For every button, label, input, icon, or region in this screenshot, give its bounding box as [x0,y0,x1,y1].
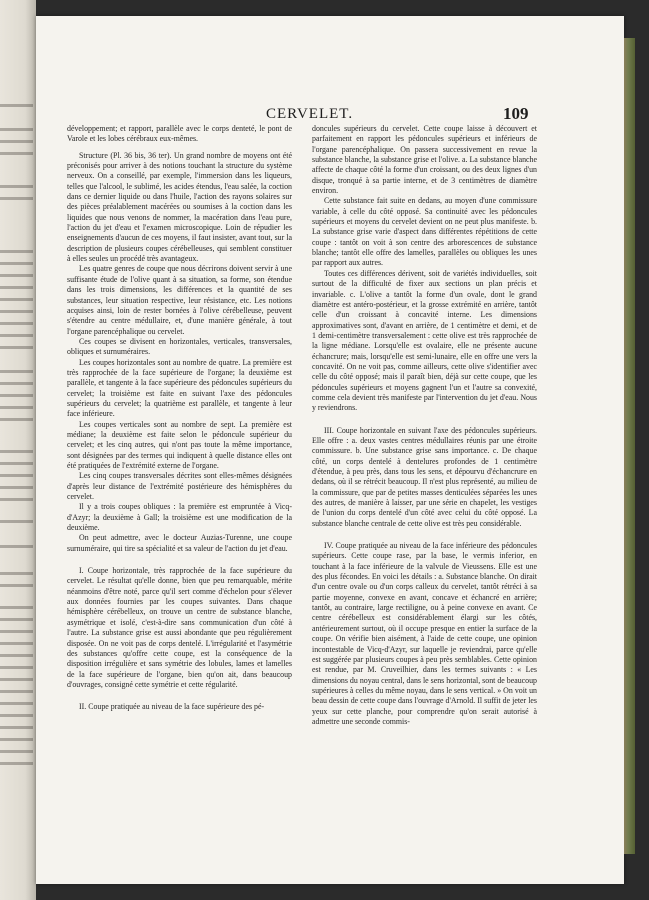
paragraph: Les coupes verticales sont au nombre de sept. La première est médiane; la deuxième est faite selon le pédoncule supérieur du cervelet; et les cinq autres, qui n'ont pas toute la même importance, sont désignées par des termes qui indiquent à quelle distance elles ont été pratiquées de l'extrémité externe de l'organe. [67,419,292,470]
paragraph: On peut admettre, avec le docteur Auzias-Turenne, une coupe surnuméraire, qui tire sa spécialité et sa valeur de l'action du jet d'eau. [67,533,292,553]
page-number: 109 [503,104,529,123]
right-text-column [312,124,537,727]
previous-page-edge [0,0,36,900]
paragraph: Les cinq coupes transversales décrites sont elles-mêmes désignées d'après leur distance de l'extrémité postérieure des hémisphères du cervelet. [67,471,292,502]
paragraph: Il y a trois coupes obliques : la première est empruntée à Vicq-d'Azyr; la deuxième à Gall; la troisième est une modification de la deuxième. [67,502,292,533]
paragraph: III. Coupe horizontale en suivant l'axe des pédoncules supérieurs. Elle offre : a. deux vastes centres médullaires réunis par une étroite commissure. b. Une substance grise sans importance. c. De chaque côté, un corps dentelé à dentelures profondes de 1 centimètre d'étendue, à peu près, dans tous les sens, et dépourvu d'échancrure en dedans, où il se rétrécit beaucoup. Il n'est plus représenté, au milieu de la commissure, que par de petites masses denticulées séparées les unes des autres, de manière à laisser, par une série en chapelet, les vestiges de l'union du corps dentelé d'un côté avec celui du côté opposé. La substance blanche centrale de cette olive est très peu considérable. [312,425,537,528]
left-text-column [67,124,292,713]
paragraph: Les quatre genres de coupe que nous décrirons doivent servir à une suffisante étude de l'olive quant à sa situation, sa forme, son étendue dans les trois dimensions, les différences et la quantité de ses substances, leur situation respective, leur résistance, etc. Les notions acquises ainsi, loin de rester bornées à l'olive cérébelleuse, peuvent s'étendre au centre médullaire, et, d'une manière générale, à tout l'organe parencéphalique ou cervelet. [67,264,292,336]
paragraph: Structure (Pl. 36 bis, 36 ter). Un grand nombre de moyens ont été préconisés pour arriver à des notions touchant la structure du système nerveux. On a conseillé, par exemple, l'immersion dans les liqueurs, telles que l'alcool, le sublimé, les acides étendus, l'eau salée, la coction dans ce dernier liquide ou dans l'huile, l'action des rayons solaires sur des pièces préalablement macérées ou soumises à la coction dans les liquides que nous venons de nommer, la macération dans l'eau pure, l'action du jet d'eau et l'examen microscopique. Loin de répudier les enseignements d'aucun de ces moyens, il faut insister, avant tout, sur la description de plusieurs coupes cérébelleuses, qui semblent constituer à elles seules un procédé très avantageux. [67,150,292,264]
paragraph: Toutes ces différences dérivent, soit de variétés individuelles, soit surtout de la difficulté de fixer aux sections un plan précis et invariable. c. L'olive a tantôt la forme d'un ovale, dont le grand diamètre est antéro-postérieur, et la grosse extrémité en arrière, tantôt celle d'un croissant à concavité interne. Les dimensions approximatives sont, d'avant en arrière, de 1 centimètre et demi, et de 1 demi-centimètre transversalement : cette olive est très rapprochée de la ligne médiane. Lorsqu'elle est ovalaire, elle ne présente aucune échancrure; mais, lorsqu'elle est semi-lunaire, elle en offre une vers la concavité. On ne voit pas, comme ailleurs, cette olive s'identifier avec celle du côté opposé; mais il paraît bien, déjà sur cette coupe, que les pédoncules supérieurs et moyens gagnent l'un et l'autre sa convexité, comme cela devient très manifeste par l'intervention du jet d'eau. Nous y reviendrons. [312,268,537,413]
paragraph: doncules supérieurs du cervelet. Cette coupe laisse à découvert et parfaitement en rapport les pédoncules supérieurs et inférieurs de l'organe parencéphalique. On passera successivement en revue la substance blanche, la substance grise et l'olive. a. La substance blanche affecte de chaque côté la forme d'un croissant, ou des deux lignes d'un disque, tronqué à sa partie interne, et de 3 centimètres de diamètre environ. [312,124,537,196]
paragraph: I. Coupe horizontale, très rapprochée de la face supérieure du cervelet. Le résultat qu'elle donne, bien que peu remarquable, mérite néanmoins d'être noté, parce qu'il sert comme d'échelon pour s'élever aux données fournies par les coupes suivantes. Dans chaque hémisphère cérébelleux, on trouve un centre de substance blanche, asymétrique et isolé, c'est-à-dire sans communication d'un côté à l'autre. La substance grise est aussi abondante que peu régulièrement disposée. On ne voit pas de corps dentelé. L'irrégularité et l'asymétrie des substances qu'offre cette coupe, est la conséquence de la disposition irrégulière et sans symétrie des lobules, lames et lamelles de la face supérieure de l'organe, bien qu'on ait, dans beaucoup d'ouvrages, consigné cette symétrie et cette régularité. [67,566,292,689]
paragraph: Les coupes horizontales sont au nombre de quatre. La première est très rapprochée de la face supérieure de l'organe; la deuxième est parallèle, et tangente à la face supérieure des pédoncules supérieurs du cervelet; la troisième est faite en suivant l'axe des pédoncules supérieurs du cervelet; la quatrième est parallèle, et tangente à leur face inférieure. [67,357,292,419]
paragraph: Ces coupes se divisent en horizontales, verticales, transversales, obliques et surnuméraires. [67,336,292,357]
paragraph: Cette substance fait suite en dedans, au moyen d'une commissure variable, à celle du côté opposé. Sa continuité avec les pédoncules supérieurs et moyens du cervelet devient on ne peut plus manifeste. b. La substance grise varie d'aspect dans différentes répétitions de cette coupe : tantôt on voit à son centre des arborescences de substance blanche; tantôt elle offre des lamelles, parallèles ou obliques les unes par rapport aux autres. [312,196,537,268]
page-header-title: CERVELET. [266,106,354,122]
paragraph: développement; et rapport, parallèle avec le corps denteté, le pont de Varole et les lobes cérébraux eux-mêmes. [67,124,292,144]
paragraph: II. Coupe pratiquée au niveau de la face supérieure des pé- [79,702,265,712]
book-cover-edge [624,38,635,854]
paragraph: IV. Coupe pratiquée au niveau de la face inférieure des pédoncules supérieurs. Cette coupe rase, par la base, le vermis inferior, en touchant à la face inférieure de la valvule de Vieussens. Elle est une des plus fécondes. En voici les détails : a. Substance blanche. On dirait d'un centre ovale ou d'un corps calleux du cervelet, tantôt rétréci à sa partie moyenne, convexe en avant, concave et échancré en arrière; tantôt, au contraire, large rectiligne, ou à peine convexe en avant. Ce centre cérébelleux est considérablement élargi sur les côtés, antérieurement surtout, où il occupe presque en entier la surface de la coupe. On vérifie bien aisément, à l'aide de cette coupe, une opinion incontestable de Vicq-d'Azyr, sur laquelle je reviendrai, parce qu'elle est suggérée par plusieurs coupes à peu près semblables. Cette opinion est rendue, par M. Cruveilhier, dans les termes suivants : « Les dimensions du noyau central, dans le sens horizontal, sont de beaucoup supérieures à celles du même noyau, dans le sens vertical. » On voit un beau dessin de cette coupe dans l'ouvrage d'Arnold. Il suffit de jeter les yeux sur cette planche, pour comprendre qu'on serait autorisé à admettre une seconde commis- [312,541,537,726]
